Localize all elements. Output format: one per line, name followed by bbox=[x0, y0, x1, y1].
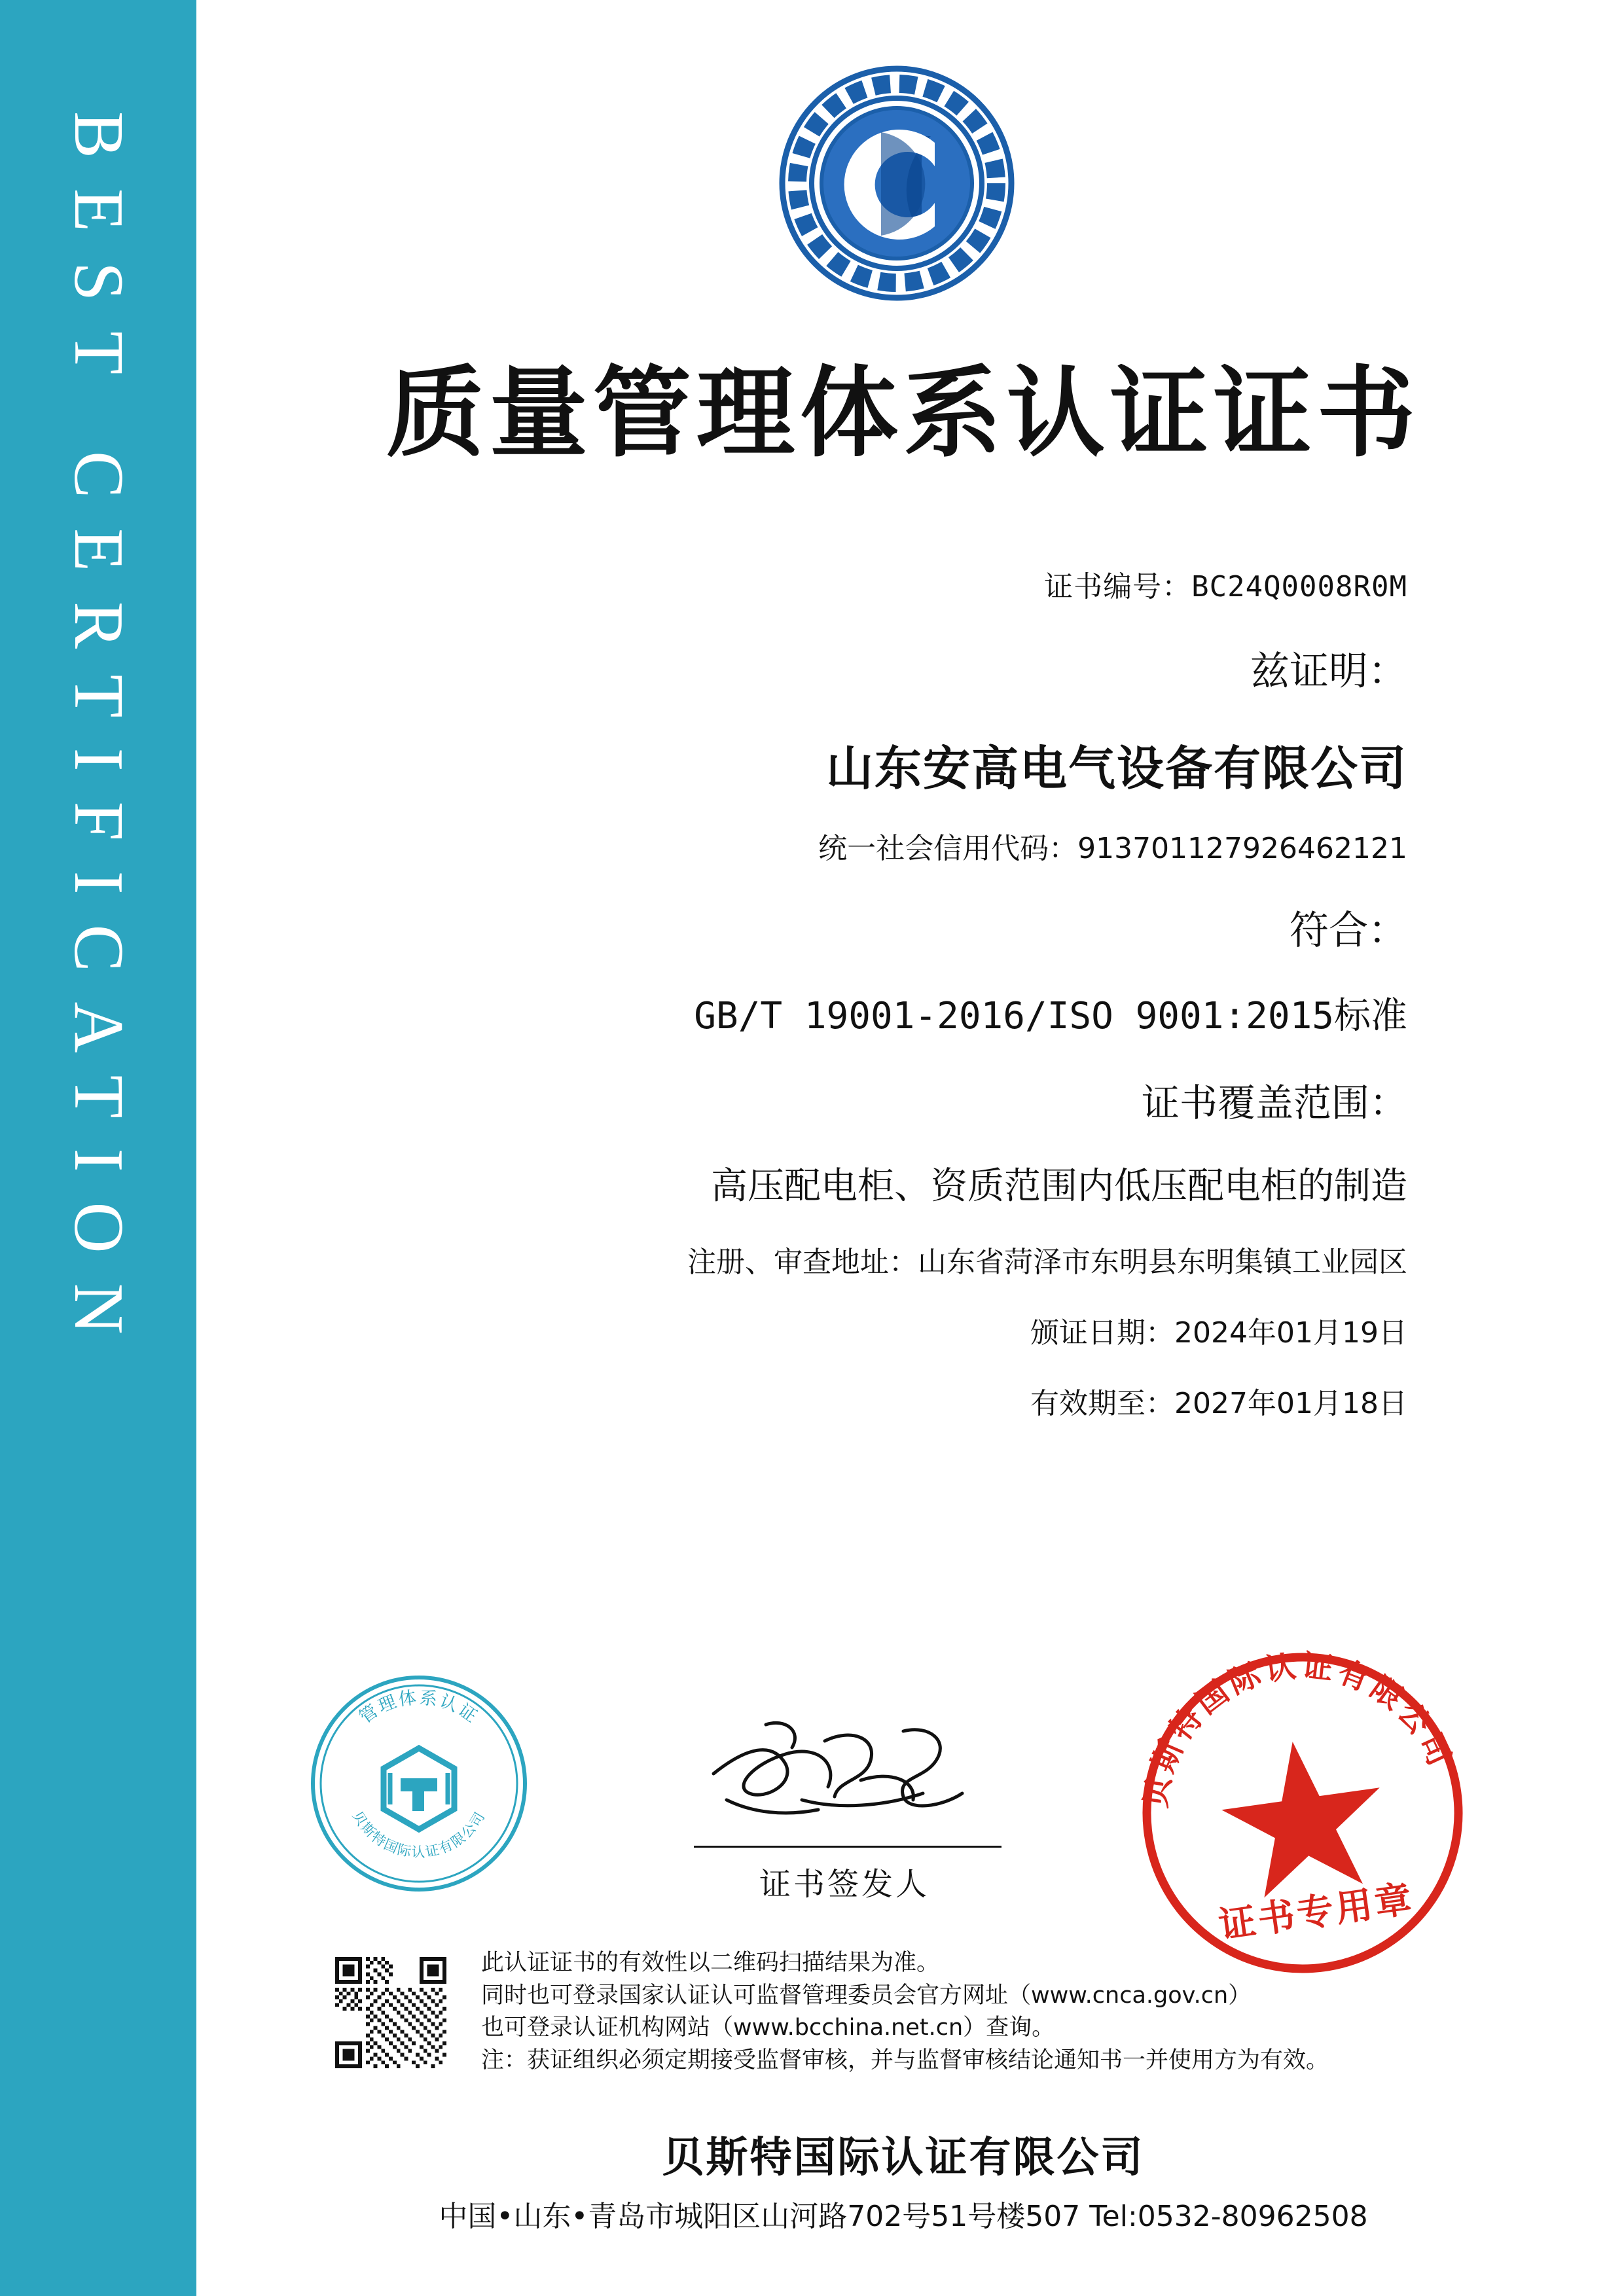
issue-date-line bbox=[406, 1309, 1407, 1351]
scope-label: 证书覆盖范围： bbox=[1141, 1081, 1407, 1125]
scope-value: 高压配电柜、资质范围内低压配电柜的制造 bbox=[711, 1165, 1407, 1208]
vertical-brand-text: BEST CERTIFICATION bbox=[60, 111, 137, 1365]
verification-qr-code[interactable] bbox=[335, 1957, 446, 2068]
signature-label: 证书签发人 bbox=[759, 1866, 929, 1903]
svg-text:贝斯特国际认证有限公司: 贝斯特国际认证有限公司 bbox=[1137, 1647, 1459, 1810]
handwritten-signature-icon bbox=[687, 1702, 1001, 1852]
bc-logo bbox=[759, 59, 1034, 308]
signature-rule bbox=[694, 1846, 1001, 1848]
standard-value: GB/T 19001-2016/ISO 9001:2015标准 bbox=[694, 995, 1407, 1037]
note-line-2: 同时也可登录国家认证认可监督管理委员会官方网址（www.cnca.gov.cn） bbox=[481, 1982, 1252, 2009]
note-line-1: 此认证证书的有效性以二维码扫描结果为准。 bbox=[481, 1950, 940, 1976]
address-label: 注册、审查地址： bbox=[687, 1246, 918, 1279]
address-value: 山东省菏泽市东明县东明集镇工业园区 bbox=[918, 1246, 1407, 1279]
note-line-3: 也可登录认证机构网站（www.bcchina.net.cn）查询。 bbox=[481, 2015, 1055, 2041]
valid-until-value: 2027年01月18日 bbox=[1174, 1387, 1407, 1420]
band-white-gap bbox=[196, 0, 206, 2296]
uscc-line bbox=[406, 825, 1407, 867]
svg-text:贝斯特国际认证有限公司: 贝斯特国际认证有限公司 bbox=[349, 1808, 489, 1860]
page-title: 质量管理体系认证证书 bbox=[386, 357, 1420, 471]
certificate-body bbox=[406, 563, 1407, 1422]
hereby-certify-label: 兹证明： bbox=[1250, 649, 1407, 694]
uscc-label: 统一社会信用代码： bbox=[818, 832, 1078, 865]
certificate-number-line bbox=[406, 563, 1407, 605]
valid-until-line bbox=[406, 1380, 1407, 1422]
qr-code-svg bbox=[335, 1957, 446, 2068]
address-line bbox=[406, 1238, 1407, 1280]
vertical-brand-text-wrap bbox=[0, 0, 196, 2296]
red-stamp-svg bbox=[1132, 1643, 1473, 1983]
conformity-label: 符合： bbox=[1290, 908, 1407, 954]
bc-logo-svg bbox=[759, 59, 1034, 308]
issue-date-value: 2024年01月19日 bbox=[1174, 1316, 1407, 1350]
accreditation-seal-svg bbox=[308, 1672, 530, 1895]
company-name: 山东安高电气设备有限公司 bbox=[825, 741, 1407, 796]
uscc-value: 913701127926462121 bbox=[1077, 832, 1407, 865]
svg-text:证书专用章: 证书专用章 bbox=[1216, 1877, 1417, 1948]
certificate-number-label: 证书编号： bbox=[1044, 570, 1192, 603]
accreditation-seal bbox=[308, 1672, 530, 1895]
red-official-stamp bbox=[1132, 1643, 1473, 1983]
validity-notes bbox=[481, 1947, 1463, 2077]
note-line-4: 注：获证组织必须定期接受监督审核，并与监督审核结论通知书一并使用方为有效。 bbox=[481, 2047, 1329, 2074]
signature-area bbox=[668, 1702, 1021, 1911]
certificate-number-value: BC24Q0008R0M bbox=[1191, 570, 1407, 603]
issuer-company-name: 贝斯特国际认证有限公司 bbox=[662, 2134, 1145, 2182]
issue-date-label: 颁证日期： bbox=[1030, 1316, 1175, 1350]
valid-until-label: 有效期至： bbox=[1030, 1387, 1175, 1420]
svg-text:管理体系认证: 管理体系认证 bbox=[355, 1687, 482, 1728]
issuer-address: 中国•山东•青岛市城阳区山河路702号51号楼507 Tel:0532-80962508 bbox=[439, 2200, 1368, 2233]
